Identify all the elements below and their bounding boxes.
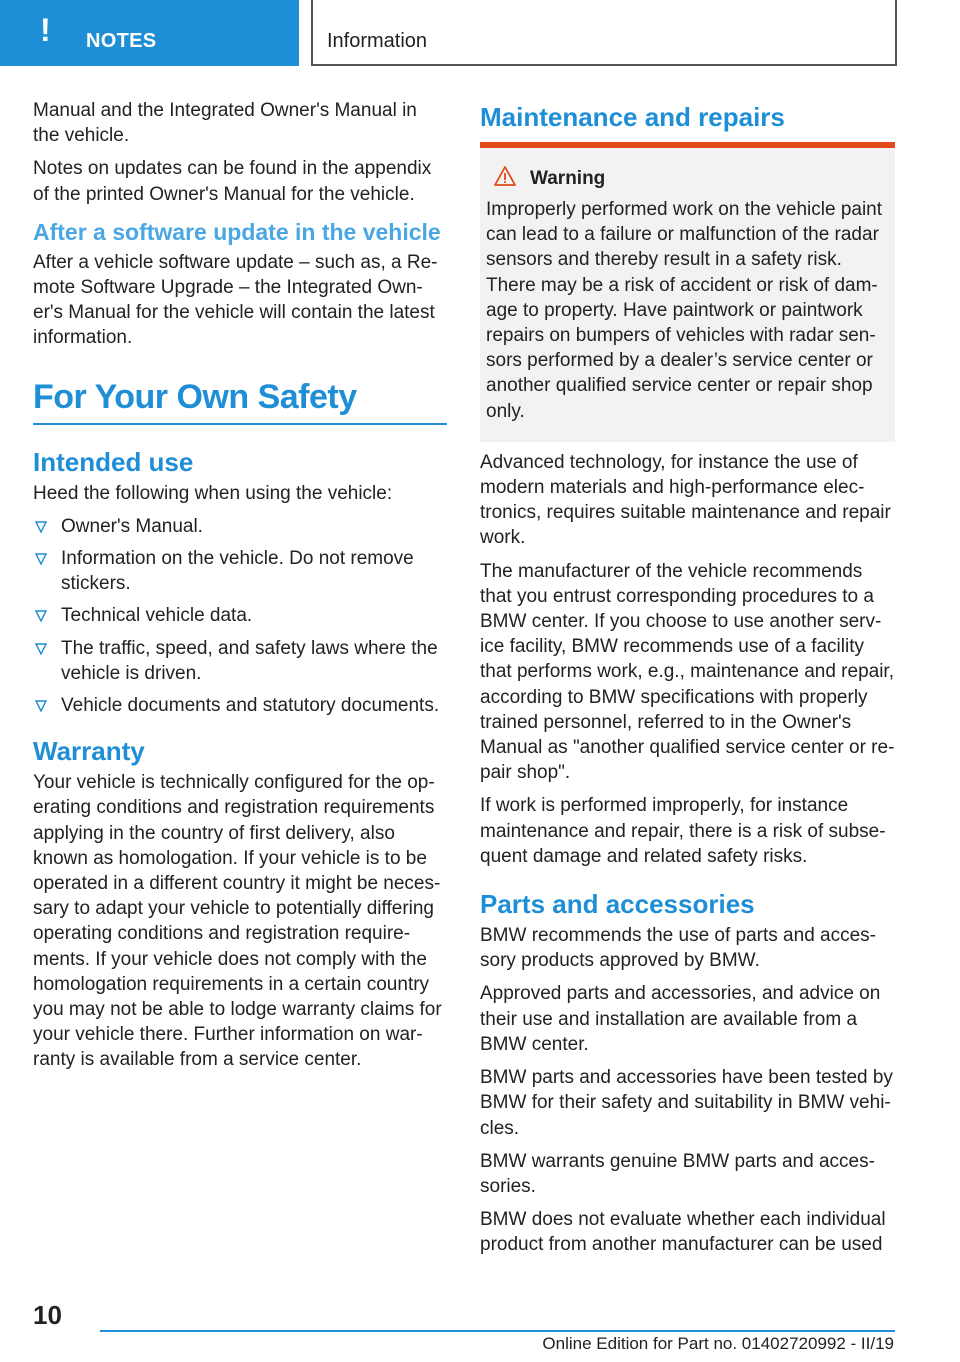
triangle-bullet-icon bbox=[33, 514, 49, 539]
parts-paragraph-4: BMW warrants genuine BMW parts and acces‐sories. bbox=[480, 1150, 875, 1197]
list-item-text: Owner's Manual. bbox=[61, 515, 203, 537]
list-item bbox=[33, 514, 447, 539]
information-tab-label: Information bbox=[327, 30, 428, 52]
triangle-bullet-icon bbox=[33, 693, 49, 718]
warning-header bbox=[486, 166, 887, 191]
list-item-text: The traffic, speed, and safety laws where the vehicle is driven. bbox=[61, 637, 438, 684]
warranty-paragraph: Your vehicle is technically configured for the op‐erating conditions and registration requirements applying in the country of first delivery, also known as homologation. If your vehicle is to be operated in a different country it might be neces‐sary to adapt your vehicle to potentially differing operating conditions and registration require‐ments. If your vehicle does not comply with the homologation requirements in a certain country you may not be able to lodge warranty claims for your vehicle there. Further information on war‐ranty is available from a service center. bbox=[33, 772, 442, 1071]
intended-use-intro: Heed the following when using the vehicle: bbox=[33, 482, 393, 504]
footer-divider bbox=[100, 1330, 895, 1332]
intro-paragraph-2: Notes on updates can be found in the appendix of the printed Owner's Manual for the vehicle. bbox=[33, 158, 432, 205]
intended-use-list bbox=[33, 514, 447, 718]
warning-text: Improperly performed work on the vehicle paint can lead to a failure or malfunction of the radar sensors and thereby result in a safety risk. There may be a risk of accident or risk of dam‐age to property. Have paintwork or paintwork repairs on bumpers of vehicles with radar sen‐sors performed by a dealer’s service center or another qualified service center or repair shop only. bbox=[486, 199, 883, 422]
edition-info: Online Edition for Part no. 01402720992 - II/19 bbox=[542, 1334, 894, 1353]
maintenance-paragraph-1: Advanced technology, for instance the use of modern materials and high-performance elec‐tronics, requires suitable maintenance and repair work. bbox=[480, 451, 891, 549]
parts-accessories-heading: Parts and accessories bbox=[480, 889, 755, 920]
information-tab[interactable] bbox=[311, 0, 897, 66]
notes-tab-label: NOTES bbox=[86, 30, 157, 52]
after-update-paragraph: After a vehicle software update – such as, a Re‐mote Software Upgrade – the Integrated Own‐er's Manual for the vehicle will contain the latest information. bbox=[33, 251, 438, 349]
list-item-text: Technical vehicle data. bbox=[61, 605, 253, 627]
list-item bbox=[33, 636, 447, 686]
list-item bbox=[33, 693, 447, 718]
parts-paragraph-3: BMW parts and accessories have been tested by BMW for their safety and suitability in BMW vehi‐cles. bbox=[480, 1067, 893, 1139]
triangle-bullet-icon bbox=[33, 546, 49, 571]
warning-box bbox=[480, 148, 895, 442]
page-header bbox=[0, 0, 960, 66]
notes-tab[interactable] bbox=[0, 0, 299, 66]
list-item-text: Vehicle documents and statutory documents. bbox=[61, 695, 440, 717]
triangle-bullet-icon bbox=[33, 636, 49, 661]
warning-triangle-icon bbox=[494, 166, 516, 191]
after-update-heading: After a software update in the vehicle bbox=[33, 218, 441, 245]
page-number: 10 bbox=[33, 1300, 62, 1330]
triangle-bullet-icon bbox=[33, 603, 49, 628]
warranty-heading: Warranty bbox=[33, 736, 145, 767]
list-item bbox=[33, 603, 447, 628]
maintenance-heading: Maintenance and repairs bbox=[480, 102, 785, 132]
maintenance-paragraph-2: The manufacturer of the vehicle recommends that you entrust corresponding procedures to a BMW center. If you choose to use another serv‐ice facility, BMW recommends use of a facility that performs work, e.g., maintenance and repair, according to BMW specifications with properly trained personnel, referred to in the Owner's Manual as "another qualified service center or re‐pair shop". bbox=[480, 560, 895, 784]
left-column bbox=[33, 98, 447, 1081]
list-item-text: Information on the vehicle. Do not remove stickers. bbox=[61, 548, 414, 595]
list-item bbox=[33, 546, 447, 596]
maintenance-paragraph-3: If work is performed improperly, for instance maintenance and repair, there is a risk of subse‐quent damage and related safety risks. bbox=[480, 795, 886, 867]
intro-paragraph-1: Manual and the Integrated Owner's Manual in the vehicle. bbox=[33, 100, 417, 147]
parts-paragraph-5: BMW does not evaluate whether each individual product from another manufacturer can be used bbox=[480, 1209, 886, 1256]
right-column bbox=[480, 98, 895, 1266]
parts-paragraph-2: Approved parts and accessories, and advice on their use and installation are available from a BMW center. bbox=[480, 983, 881, 1055]
parts-paragraph-1: BMW recommends the use of parts and acces‐sory products approved by BMW. bbox=[480, 925, 876, 972]
safety-heading: For Your Own Safety bbox=[33, 377, 447, 425]
warning-title: Warning bbox=[530, 167, 606, 189]
exclamation-icon: ! bbox=[40, 12, 51, 48]
intended-use-heading: Intended use bbox=[33, 446, 194, 477]
